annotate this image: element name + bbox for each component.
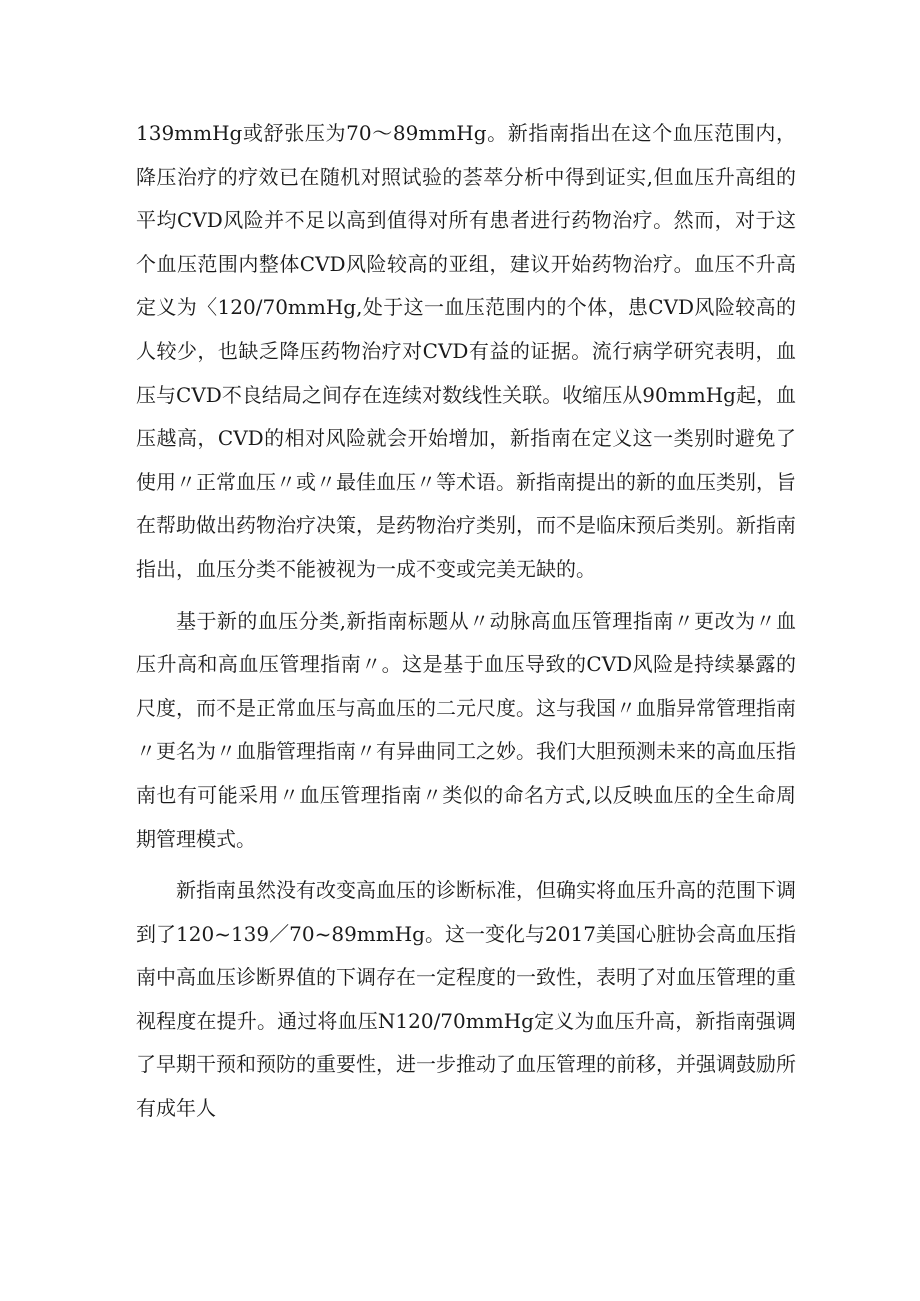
paragraph-guideline-title-change: 基于新的血压分类,新指南标题从〃动脉高血压管理指南〃更改为〃血压升高和高血压管理指南〃。这是基于血压导致的CVD风险是持续暴露的尺度，而不是正常血压与高血压的二元尺度。这与我国〃血脂异常管理指南〃更名为〃血脂管理指南〃有异曲同工之妙。我们大胆预测未来的高血压指南也有可能采用〃血压管理指南〃类似的命名方式,以反映血压的全生命周期管理模式。 — [136, 608, 796, 851]
paragraph-diagnosis-threshold: 新指南虽然没有改变高血压的诊断标准，但确实将血压升高的范围下调到了120~139／70~89mmHg。这一变化与2017美国心脏协会高血压指南中高血压诊断界值的下调存在一定程度的一致性，表明了对血压管理的重视程度在提升。通过将血压N120/70mmHg定义为血压升高，新指南强调了早期干预和预防的重要性，进一步推动了血压管理的前移，并强调鼓励所有成年人 — [136, 878, 796, 1121]
document-body — [136, 112, 796, 1131]
paragraph-bp-categories: 139mmHg或舒张压为70～89mmHg。新指南指出在这个血压范围内，降压治疗的疗效已在随机对照试验的荟萃分析中得到证实,但血压升高组的平均CVD风险并不足以高到值得对所有患者进行药物治疗。然而，对于这个血压范围内整体CVD风险较高的亚组，建议开始药物治疗。血压不升高定义为〈120/70mmHg,处于这一血压范围内的个体，患CVD风险较高的人较少，也缺乏降压药物治疗对CVD有益的证据。流行病学研究表明，血压与CVD不良结局之间存在连续对数线性关联。收缩压从90mmHg起，血压越高，CVD的相对风险就会开始增加，新指南在定义这一类别时避免了使用〃正常血压〃或〃最佳血压〃等术语。新指南提出的新的血压类别，旨在帮助做出药物治疗决策，是药物治疗类别，而不是临床预后类别。新指南指出，血压分类不能被视为一成不变或完美无缺的。 — [136, 121, 796, 581]
